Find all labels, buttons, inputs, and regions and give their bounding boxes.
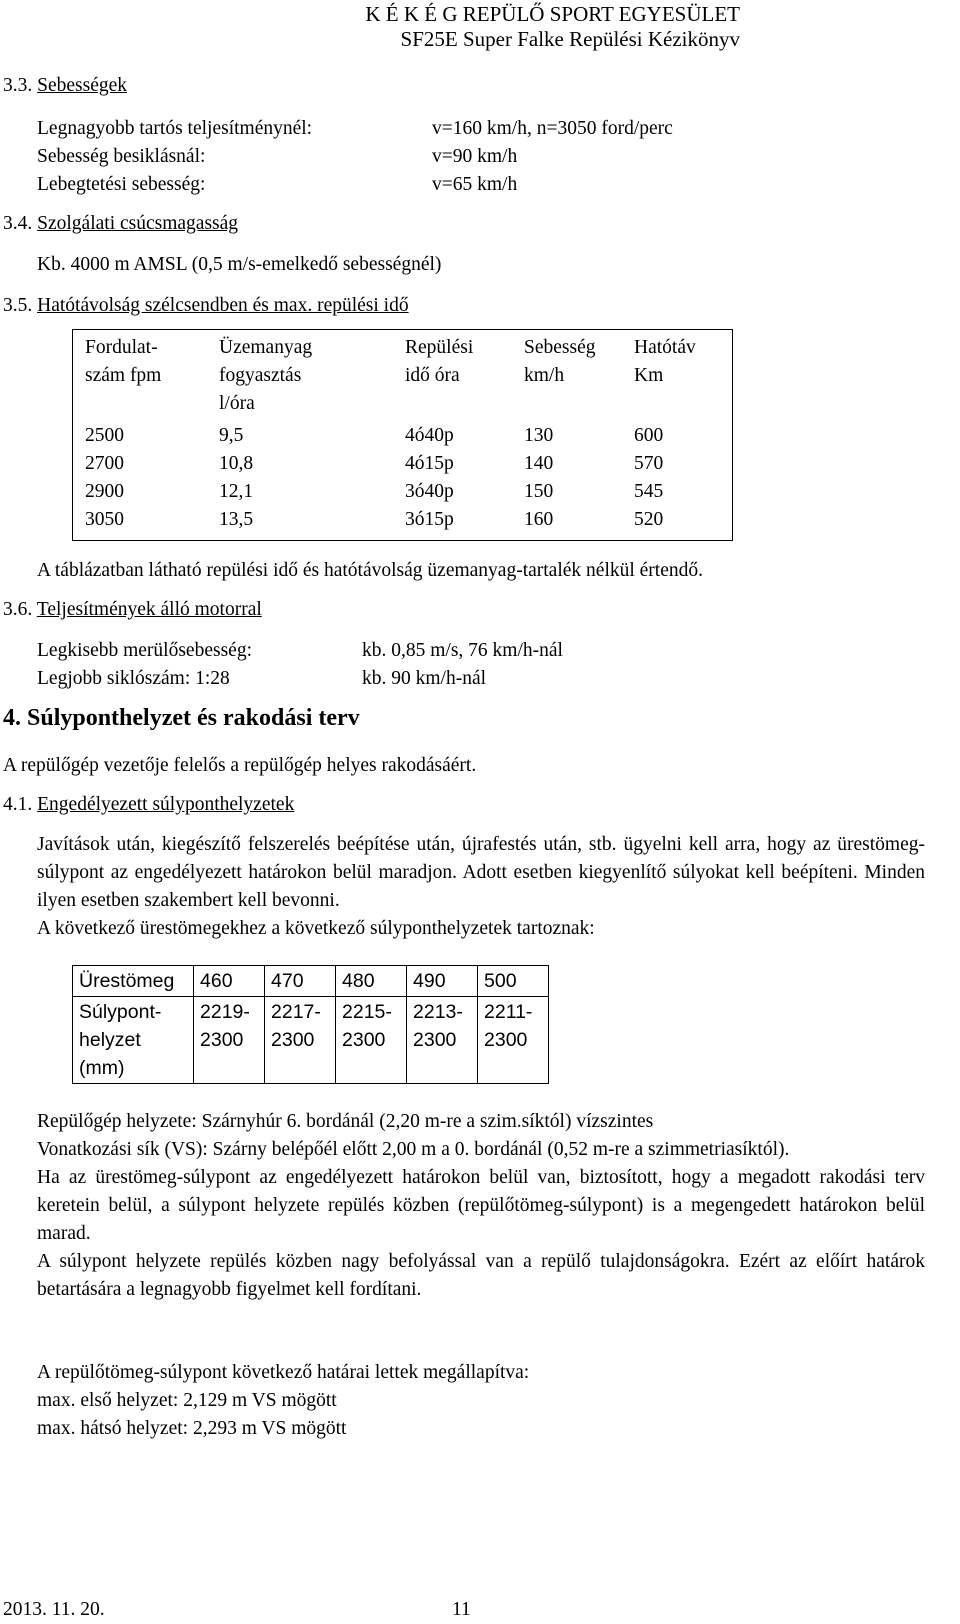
limit-rear: max. hátsó helyzet: 2,293 m VS mögött [37,1418,347,1439]
speed-label-2: Sebesség besiklásnál: [37,146,206,167]
time-column [393,420,512,541]
header-time [393,330,512,421]
cell-line: 2217- [271,1001,321,1023]
header-manual-title: SF25E Super Falke Repülési Kézikönyv [400,27,740,51]
cell: 150 [524,481,554,502]
footer-date: 2013. 11. 20. [3,1599,105,1620]
table-row [73,420,733,541]
cell-line: 2211- [484,1001,533,1023]
cell: 490 [407,966,478,997]
cell [194,997,265,1084]
header-line: fogyasztás [219,365,302,386]
cell: 12,1 [219,481,254,502]
section-title: Szolgálati csúcsmagasság [37,213,239,234]
section-number: 3.3. [3,75,33,96]
section-title: Hatótávolság szélcsendben és max. repülési idő [37,295,409,316]
section-number: 3.5. [3,295,33,316]
table-row [73,997,549,1084]
speed-value-2: v=90 km/h [432,146,518,167]
table-header-row [73,330,733,421]
cell: 2700 [85,453,124,474]
section-number: 4.1. [3,794,33,815]
header-line: Fordulat- [85,337,158,358]
section-title: Engedélyezett súlyponthelyzetek [37,794,295,815]
section-title: Teljesítmények álló motorral [36,599,262,620]
glide-value-2: kb. 90 km/h-nál [362,668,487,689]
header-speed [512,330,622,421]
cell-line: 2219- [200,1001,250,1023]
header-line: Sebesség [524,337,596,358]
service-ceiling-text: Kb. 4000 m AMSL (0,5 m/s-emelkedő sebességnél) [37,254,442,275]
empty-weight-cg-table [72,965,549,1084]
cell-line: 2300 [484,1029,528,1051]
cell-line: 2215- [342,1001,392,1023]
header-line: l/óra [219,393,255,414]
speed-value-1: v=160 km/h, n=3050 ford/perc [432,118,673,139]
cell: 570 [634,453,664,474]
header-line: Üzemanyag [219,337,313,358]
label-line: Súlypont- [79,1001,162,1023]
header-fuel [207,330,393,421]
cell: 160 [524,509,554,530]
limit-front: max. első helyzet: 2,129 m VS mögött [37,1390,337,1411]
speed-column [512,420,622,541]
cell-line: 2300 [271,1029,315,1051]
limits-intro: A repülőtömeg-súlypont következő határai lettek megállapítva: [37,1362,530,1383]
chapter-4-intro: A repülőgép vezetője felelős a repülőgép helyes rakodásáért. [3,755,477,776]
cell: 4ó40p [405,425,454,446]
cg-paragraph-group-1 [37,831,925,943]
cell: 2500 [85,425,124,446]
cell: 500 [478,966,549,997]
header-line: Km [634,365,664,386]
cell [407,997,478,1084]
label-line: (mm) [79,1057,125,1079]
cell: 2900 [85,481,124,502]
rpm-column [73,420,208,541]
range-column [622,420,733,541]
cell [478,997,549,1084]
paragraph-cg-influence: A súlypont helyzete repülés közben nagy befolyással van a repülő tulajdonságokra. Ezért az előírt határok betartására a legnagyobb figyelmet kell fordítani. [37,1251,925,1300]
section-3-4-heading [3,210,238,238]
cell: 13,5 [219,509,254,530]
cell: 600 [634,425,664,446]
cell-line: 2300 [342,1029,386,1051]
row-label-empty-weight: Ürestömeg [73,966,194,997]
section-title: Sebességek [37,75,128,96]
paragraph-datum-plane: Vonatkozási sík (VS): Szárny belépőél előtt 2,00 m a 0. bordánál (0,52 m-re a szimmetriasíktól). [37,1139,790,1160]
header-line: Hatótáv [634,337,696,358]
cell: 130 [524,425,554,446]
header-line: km/h [524,365,565,386]
cell: 3ó40p [405,481,454,502]
cell [336,997,407,1084]
cell: 460 [194,966,265,997]
cell-line: 2300 [413,1029,457,1051]
paragraph-cg-intro: A következő ürestömegekhez a következő súlyponthelyzetek tartoznak: [37,918,595,939]
header-organization: K É K É G REPÜLŐ SPORT EGYESÜLET [365,2,740,26]
footer-page-number: 11 [452,1599,471,1620]
cell: 3ó15p [405,509,454,530]
table-note: A táblázatban látható repülési idő és hatótávolság üzemanyag-tartalék nélkül értendő. [37,560,703,581]
label-line: helyzet [79,1029,141,1051]
cell: 140 [524,453,554,474]
cell: 3050 [85,509,124,530]
cell: 470 [265,966,336,997]
cell: 10,8 [219,453,254,474]
glide-label-2: Legjobb siklószám: 1:28 [37,668,230,689]
header-range [622,330,733,421]
cell: 545 [634,481,664,502]
header-rpm [73,330,208,421]
cell-line: 2213- [413,1001,463,1023]
header-line: idő óra [405,365,460,386]
cell: 480 [336,966,407,997]
section-4-1-heading [3,791,294,819]
document-header [0,2,740,52]
table-row [73,966,549,997]
cg-paragraph-group-2 [37,1108,925,1304]
section-number: 3.6. [3,599,33,620]
glide-value-1: kb. 0,85 m/s, 76 km/h-nál [362,640,563,661]
cell: 9,5 [219,425,244,446]
section-3-6-heading [3,596,262,624]
paragraph-repairs: Javítások után, kiegészítő felszerelés beépítése után, újrafestés után, stb. ügyelni kell arra, hogy az ürestömeg-súlypont az engedélyezett határokon belül maradjon. Adott esetben kiegyenlítő súlyokat kell beépíteni. Minden ilyen esetben szakembert kell bevonni. [37,834,925,911]
paragraph-cg-within-limits: Ha az ürestömeg-súlypont az engedélyezett határokon belül van, biztosított, hogy a megadott rakodási terv keretein belül, a súlypont helyzete repülés közben (repülőtömeg-súlypont) is a megengedett határokon belül marad. [37,1167,925,1244]
fuel-column [207,420,393,541]
speed-label-1: Legnagyobb tartós teljesítménynél: [37,118,313,139]
header-line: szám fpm [85,365,162,386]
paragraph-aircraft-attitude: Repülőgép helyzete: Szárnyhúr 6. bordánál (2,20 m-re a szim.síktól) vízszintes [37,1111,654,1132]
speed-value-3: v=65 km/h [432,174,518,195]
row-label-cg [73,997,194,1084]
cell: 520 [634,509,664,530]
speed-label-3: Lebegtetési sebesség: [37,174,206,195]
section-number: 3.4. [3,213,33,234]
range-endurance-table [72,329,733,541]
section-3-5-heading [3,292,409,320]
cell-line: 2300 [200,1029,244,1051]
glide-label-1: Legkisebb merülősebesség: [37,640,252,661]
cell [265,997,336,1084]
chapter-4-heading: 4. Súlyponthelyzet és rakodási terv [3,705,360,731]
cell: 4ó15p [405,453,454,474]
header-line: Repülési [405,337,474,358]
section-3-3-heading [3,72,127,100]
